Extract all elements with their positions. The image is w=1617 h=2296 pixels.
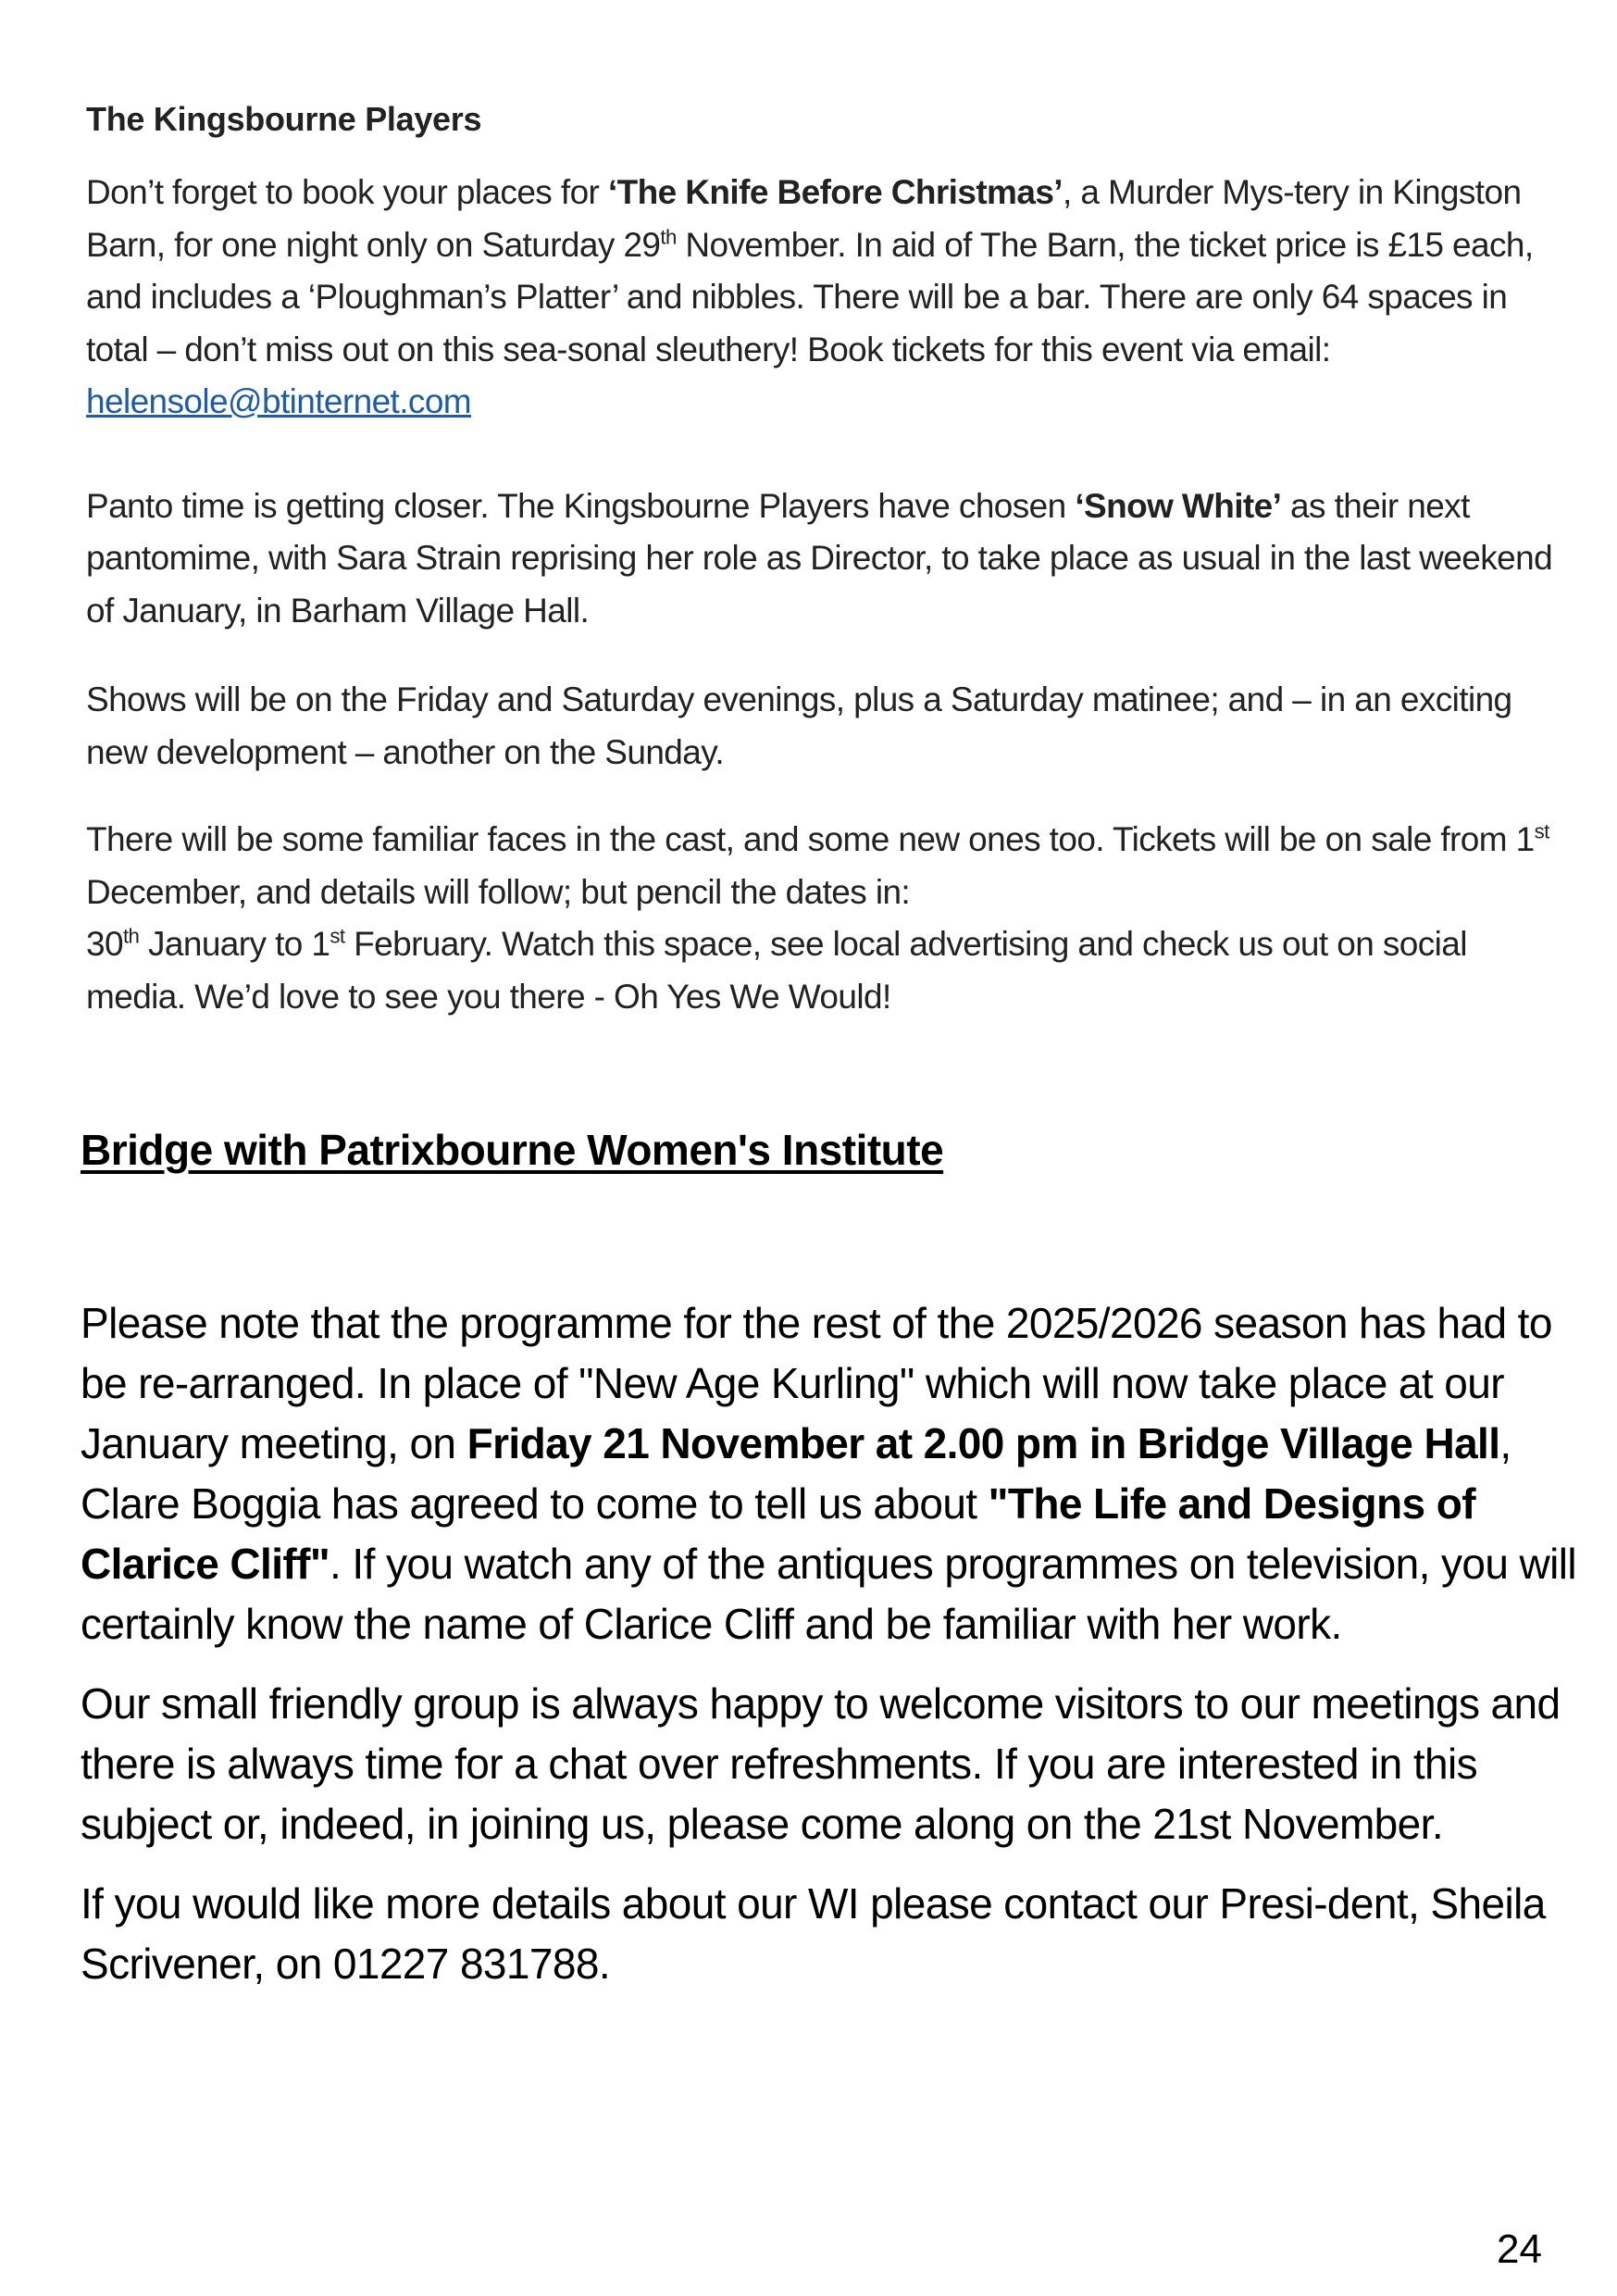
text: as their next pantomime, with Sara Strain reprising her role as Director, to take place as usual in the last weekend of January, in Barham Village Hall. — [86, 486, 1553, 630]
text: Don’t forget to book your places for — [86, 173, 608, 211]
tickets-paragraph — [86, 814, 1567, 1023]
ordinal-suffix: th — [660, 225, 677, 249]
contact-paragraph: If you would like more details about our WI please contact our Presi-dent, Sheila Scrivener, on 01227 831788. — [81, 1879, 1546, 1988]
kingsbourne-players-section — [86, 93, 1567, 1023]
programme-paragraph — [81, 1293, 1580, 1654]
text: January to 1 — [139, 925, 330, 963]
knife-before-christmas-paragraph — [86, 167, 1567, 429]
page-number: 24 — [1497, 2227, 1542, 2272]
text: November. In aid of The Barn, the ticket price is £15 each, and includes a ‘Ploughman’s Platter’ and nibbles. There will be a bar. There are only 64 spaces in total – don’t miss out on this sea-sonal sleuthery! Book tickets for this event via email: — [86, 225, 1534, 368]
text: 30 — [86, 925, 123, 963]
ordinal-suffix: st — [1534, 819, 1549, 843]
kingsbourne-heading: The Kingsbourne Players — [86, 100, 482, 138]
text: , a Murder Mys-tery in Kingston Barn, for one night only on Saturday 29 — [86, 173, 1522, 264]
ordinal-suffix: st — [330, 924, 345, 948]
email-link[interactable]: helensole@btinternet.com — [86, 382, 472, 420]
wi-heading: Bridge with Patrixbourne Women's Institute — [81, 1126, 944, 1174]
shows-paragraph: Shows will be on the Friday and Saturday evenings, plus a Saturday matinee; and – in an exciting new development – another on the Sunday. — [86, 680, 1512, 771]
text: , Clare Boggia has agreed to come to tell us about — [81, 1419, 1511, 1528]
text: Please note that the programme for the rest of the 2025/2026 season has had to be re-arranged. In place of "New Age Kurling" which will now take place at our January meeting, on — [81, 1299, 1552, 1467]
wi-section — [81, 1122, 1580, 1994]
welcome-paragraph: Our small friendly group is always happy to welcome visitors to our meetings and there is always time for a chat over refreshments. If you are interested in this subject or, indeed, in joining us, please come along on the 21st November. — [81, 1679, 1561, 1848]
text: December, and details will follow; but pencil the dates in: — [86, 872, 911, 911]
talk-title: "The Life and Designs of Clarice Cliff" — [81, 1479, 1475, 1588]
text: . If you watch any of the antiques programmes on television, you will certainly know the name of Clarice Cliff and be familiar with her work. — [81, 1540, 1577, 1648]
ordinal-suffix: th — [122, 924, 140, 948]
text: February. Watch this space, see local advertising and check us out on social media. We’d love to see you there - Oh Yes We Would! — [86, 925, 1467, 1016]
panto-paragraph — [86, 480, 1567, 638]
text: There will be some familiar faces in the cast, and some new ones too. Tickets will be on sale from 1 — [86, 820, 1535, 858]
panto-title: ‘Snow White’ — [1075, 486, 1282, 525]
text: Panto time is getting closer. The Kingsbourne Players have chosen — [86, 486, 1076, 525]
event-title: ‘The Knife Before Christmas’ — [607, 173, 1063, 211]
meeting-details: Friday 21 November at 2.00 pm in Bridge Village Hall — [466, 1419, 1500, 1467]
